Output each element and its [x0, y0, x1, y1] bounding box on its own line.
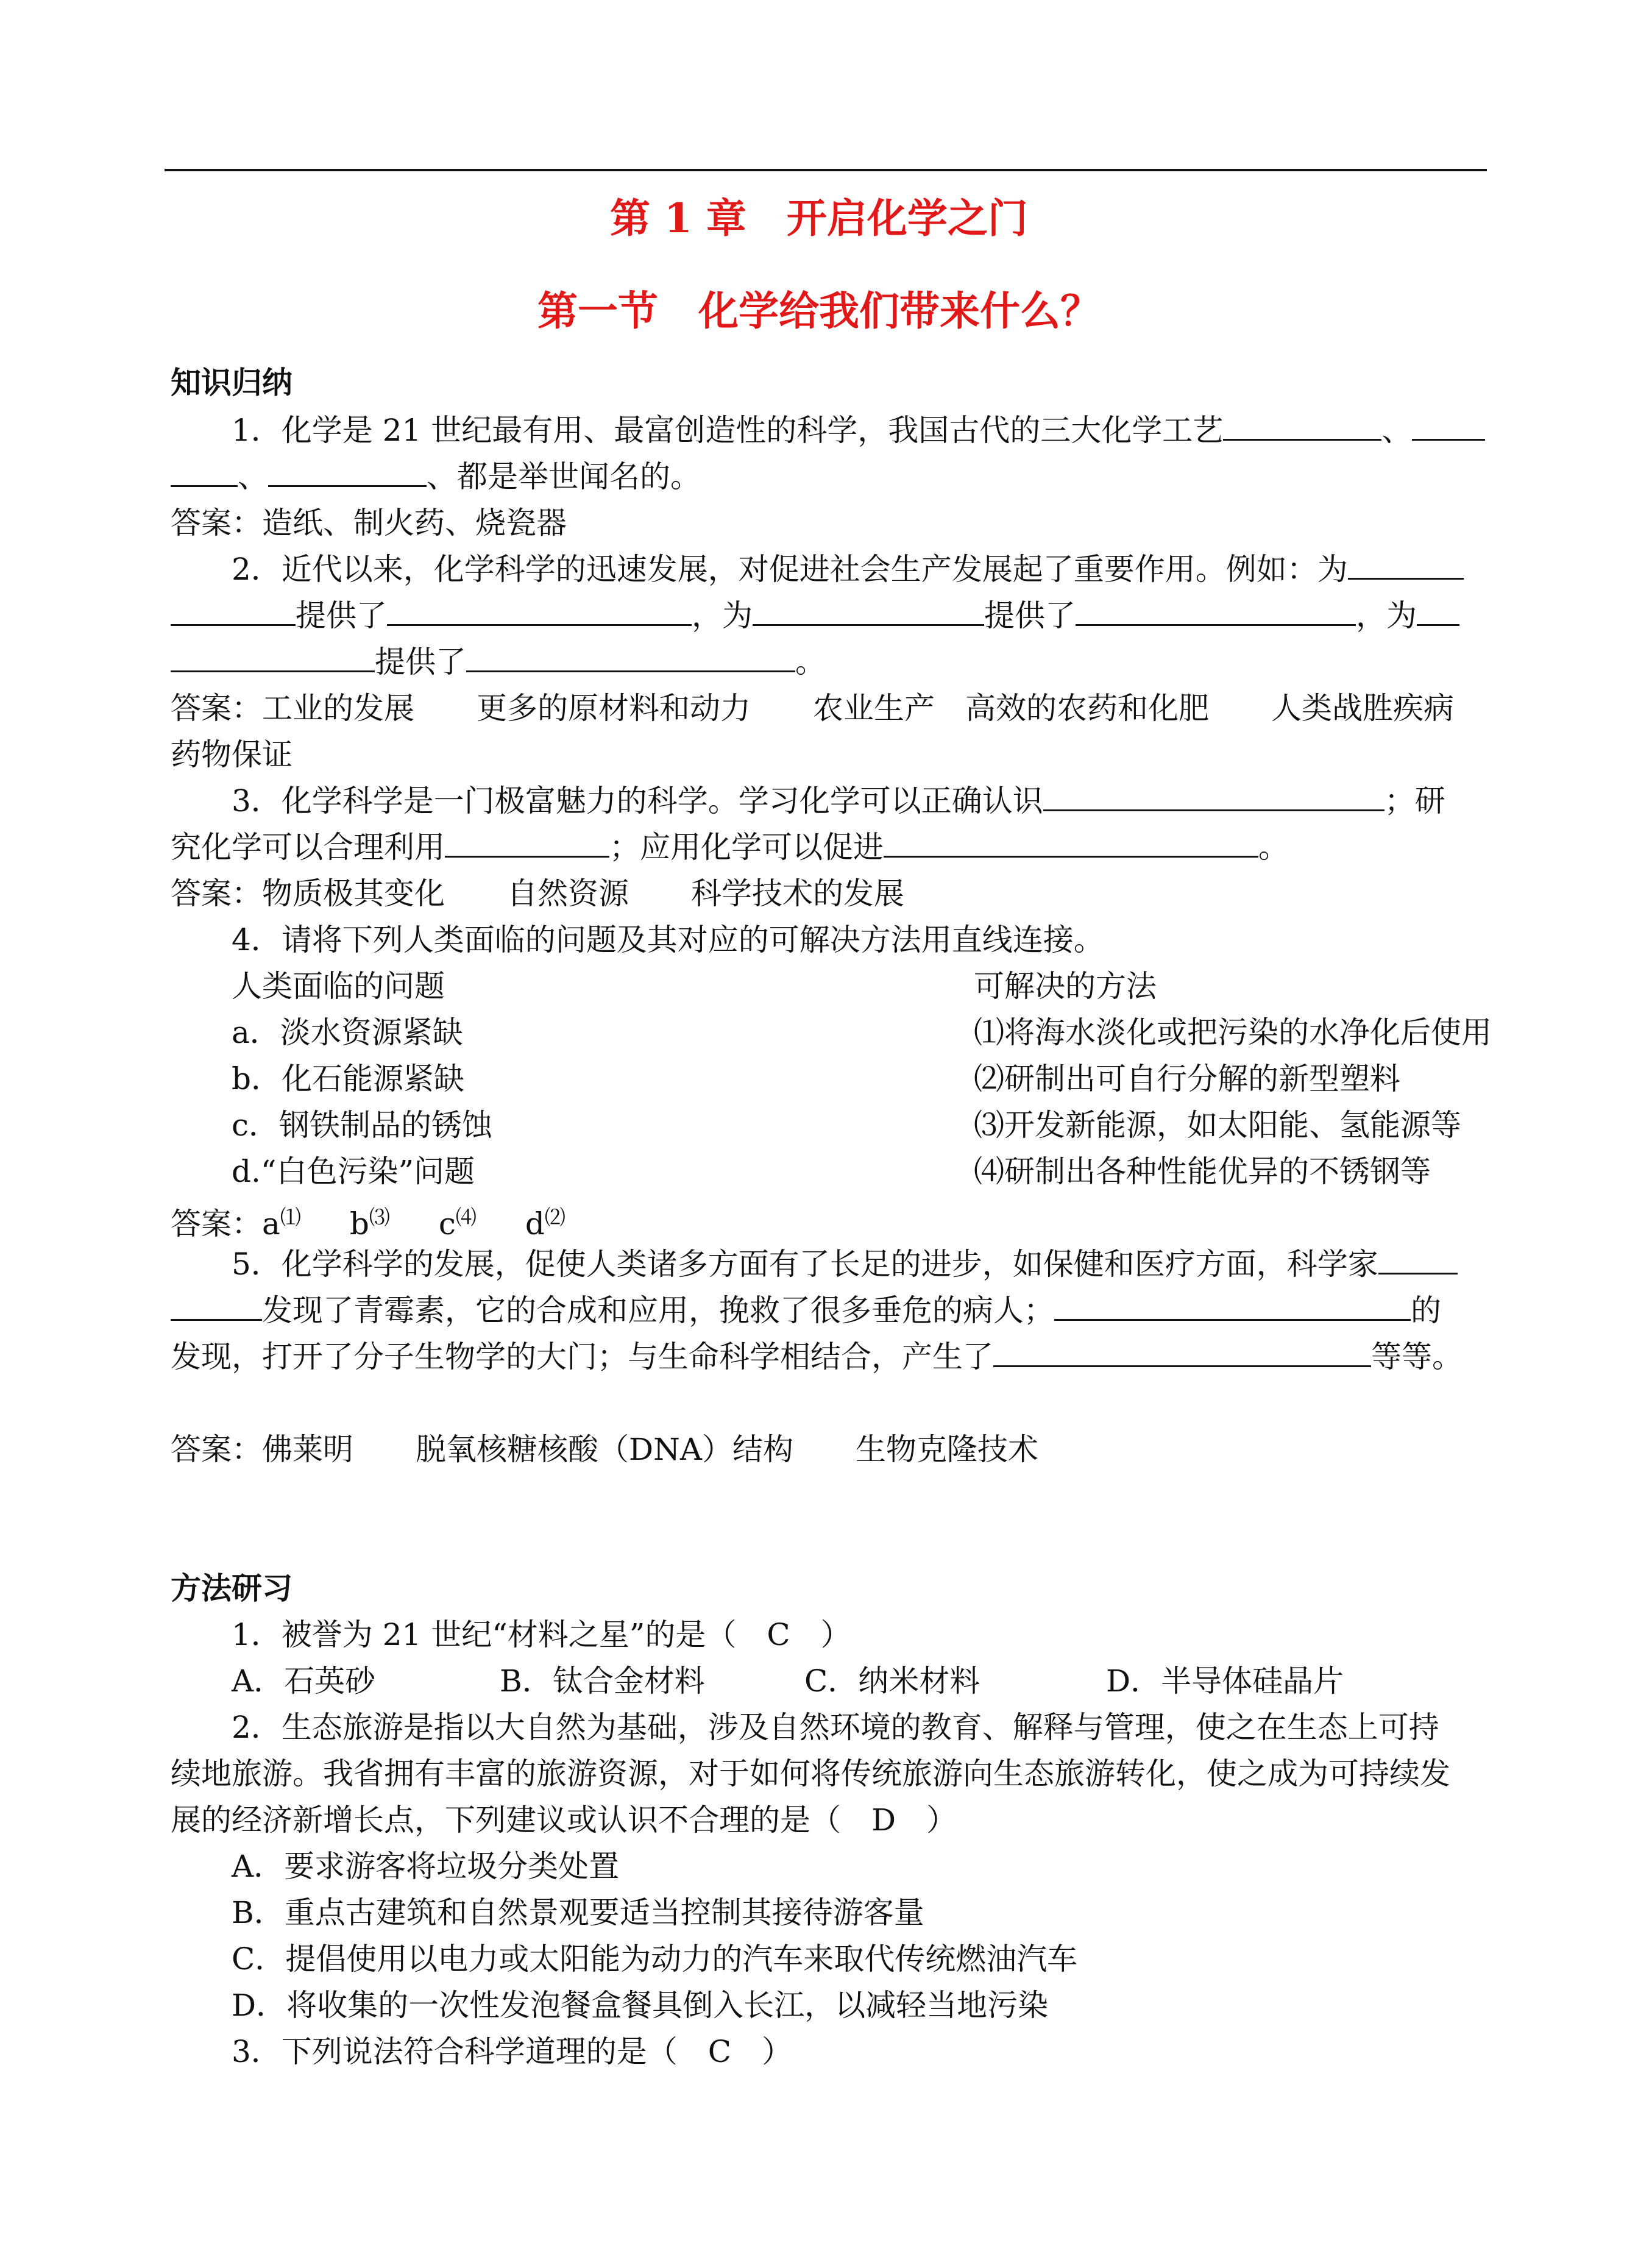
answer-blank — [171, 1292, 262, 1321]
answer-text: 科学技术的发展 — [691, 876, 904, 911]
m2-line2: 续地旅游。我省拥有丰富的旅游资源，对于如何将传统旅游向生态旅游转化，使之成为可持续发 — [171, 1756, 1450, 1791]
q4-row — [232, 1102, 1487, 1148]
q4-solution: ⑶开发新能源，如太阳能、氢能源等 — [974, 1107, 1461, 1143]
answer-blank — [1223, 412, 1381, 441]
answer-text: 农业生产 — [813, 691, 935, 726]
q1-text: 1．化学是 21 世纪最有用、最富创造性的科学，我国古代的三大化学工艺 — [232, 413, 1224, 448]
answer-blank — [1378, 1246, 1458, 1274]
answer-blank — [268, 458, 427, 487]
answer-letter: d — [525, 1206, 545, 1242]
q2-text: ，为 — [692, 598, 753, 633]
q1-line1 — [232, 407, 1487, 453]
q4-problem: b．化石能源紧缺 — [232, 1061, 465, 1097]
answer-blank — [387, 597, 692, 626]
q2-text: 提供了 — [296, 598, 387, 633]
q4-answer — [171, 1195, 1487, 1247]
answer-blank — [466, 644, 795, 672]
answer-letter: b — [349, 1206, 369, 1242]
top-rule — [165, 169, 1487, 171]
q2-line3 — [171, 639, 1487, 685]
q2-line1 — [232, 546, 1487, 592]
q5-line3 — [171, 1334, 1487, 1380]
q1-sep: 、 — [1381, 413, 1413, 448]
q3-text: 3．化学科学是一门极富魅力的科学。学习化学可以正确认识 — [232, 783, 1043, 819]
q3-line2 — [171, 824, 1487, 870]
q4-col-left-header: 人类面临的问题 — [232, 969, 445, 1004]
answer-text: 答案：工业的发展 — [171, 691, 414, 726]
option-b: B．钛合金材料 — [500, 1663, 705, 1699]
option-a: A．要求游客将垃圾分类处置 — [232, 1849, 620, 1884]
answer-blank — [171, 597, 296, 626]
q4-problem: c．钢铁制品的锈蚀 — [232, 1107, 493, 1143]
q5-text: 发现，打开了分子生物学的大门；与生命科学相结合，产生了 — [171, 1339, 993, 1374]
answer-text: 更多的原材料和动力 — [477, 691, 751, 726]
q4-problem: d.“白色污染”问题 — [232, 1154, 475, 1189]
q2-text: ，为 — [1356, 598, 1417, 633]
option-c: C．纳米材料 — [804, 1663, 980, 1699]
q1-sep: 、 — [238, 459, 268, 494]
option-d: D．将收集的一次性发泡餐盒餐具倒入长江，以减轻当地污染 — [232, 1988, 1049, 2023]
chapter-title: 第 1 章 开启化学之门 — [610, 194, 1028, 242]
q4-row — [232, 1056, 1487, 1102]
m1-text: 1．被誉为 21 世纪“材料之星”的是（ C ） — [232, 1617, 851, 1652]
answer-blank — [1076, 597, 1356, 626]
answer-blank — [445, 829, 609, 858]
answer-number: ⑶ — [369, 1206, 390, 1230]
q5-line2 — [171, 1287, 1487, 1334]
option-c: C．提倡使用以电力或太阳能为动力的汽车来取代传统燃油汽车 — [232, 1941, 1078, 1977]
q4-solution: ⑴将海水淡化或把污染的水净化后使用 — [974, 1015, 1492, 1050]
section-title: 第一节 化学给我们带来什么？ — [537, 287, 1101, 335]
q3-text: ；研 — [1384, 783, 1445, 819]
answer-letter: c — [438, 1206, 456, 1242]
q1-text-end: 、都是举世闻名的。 — [427, 459, 701, 494]
q2-text: 提供了 — [984, 598, 1076, 633]
m2-line1: 2．生态旅游是指以大自然为基础，涉及自然环境的教育、解释与管理，使之在生态上可持 — [232, 1710, 1439, 1745]
q3-line1 — [232, 778, 1487, 824]
q4-header-row — [232, 963, 1487, 1009]
answer-number: ⑷ — [455, 1206, 477, 1230]
q5-answer — [171, 1426, 1487, 1473]
q2-text: 2．近代以来，化学科学的迅速发展，对促进社会生产发展起了重要作用。例如：为 — [232, 552, 1348, 587]
option-b: B．重点古建筑和自然景观要适当控制其接待游客量 — [232, 1895, 924, 1930]
q3-answer — [171, 870, 1487, 917]
q5-text: 5．化学科学的发展，促使人类诸多方面有了长足的进步，如保健和医疗方面，科学家 — [232, 1246, 1378, 1282]
q5-text: 的 — [1411, 1293, 1441, 1328]
q5-line1 — [232, 1241, 1487, 1287]
answer-blank — [884, 829, 1258, 858]
answer-blank — [993, 1338, 1371, 1367]
answer-text: 答案：佛莱明 — [171, 1432, 353, 1467]
answer-number: ⑵ — [544, 1206, 566, 1230]
q4-solution: ⑵研制出可自行分解的新型塑料 — [974, 1061, 1400, 1097]
answer-letter: a — [262, 1206, 280, 1242]
q2-text: 。 — [795, 644, 826, 680]
option-a: A．石英砂 — [232, 1663, 376, 1699]
q1-answer: 答案：造纸、制火药、烧瓷器 — [171, 505, 567, 541]
answer-blank — [753, 597, 984, 626]
answer-blank — [171, 644, 375, 672]
knowledge-heading: 知识归纳 — [171, 364, 292, 400]
answer-blank — [1054, 1292, 1411, 1321]
q2-line2 — [171, 592, 1487, 639]
answer-number: ⑴ — [280, 1206, 301, 1230]
answer-text: 自然资源 — [507, 876, 629, 911]
answer-text: 生物克隆技术 — [855, 1432, 1038, 1467]
method-heading: 方法研习 — [171, 1570, 292, 1606]
answer-blank — [1412, 412, 1485, 441]
q5-text: 发现了青霉素，它的合成和应用，挽救了很多垂危的病人； — [262, 1293, 1054, 1328]
option-d: D．半导体硅晶片 — [1106, 1663, 1344, 1699]
q4-text: 4．请将下列人类面临的问题及其对应的可解决方法用直线连接。 — [232, 922, 1104, 958]
q4-row — [232, 1148, 1487, 1195]
answer-blank — [1348, 551, 1464, 580]
q3-text: 究化学可以合理利用 — [171, 830, 445, 865]
answer-text: 脱氧核糖核酸（DNA）结构 — [416, 1432, 793, 1467]
q4-col-right-header: 可解决的方法 — [974, 969, 1157, 1004]
q5-text: 等等。 — [1371, 1339, 1462, 1374]
q3-text: 。 — [1258, 830, 1289, 865]
q4-problem: a．淡水资源紧缺 — [232, 1015, 463, 1050]
q4-solution: ⑷研制出各种性能优异的不锈钢等 — [974, 1154, 1431, 1189]
q4-row — [232, 1009, 1492, 1056]
q2-answer-cont: 药物保证 — [171, 737, 292, 772]
answer-text: 高效的农药和化肥 — [965, 691, 1209, 726]
q2-answer — [171, 685, 1487, 731]
m2-line3: 展的经济新增长点，下列建议或认识不合理的是（ D ） — [171, 1802, 957, 1838]
q3-text: ；应用化学可以促进 — [609, 830, 884, 865]
answer-blank — [1417, 597, 1459, 626]
q2-text: 提供了 — [375, 644, 466, 680]
q1-line2 — [171, 453, 1487, 500]
answer-blank — [171, 458, 238, 487]
m3-text: 3．下列说法符合科学道理的是（ C ） — [232, 2034, 793, 2069]
answer-text: 答案：物质极其变化 — [171, 876, 445, 911]
answer-text: 人类战胜疾病 — [1271, 691, 1454, 726]
answer-label: 答案： — [171, 1206, 262, 1242]
answer-blank — [1043, 783, 1384, 811]
